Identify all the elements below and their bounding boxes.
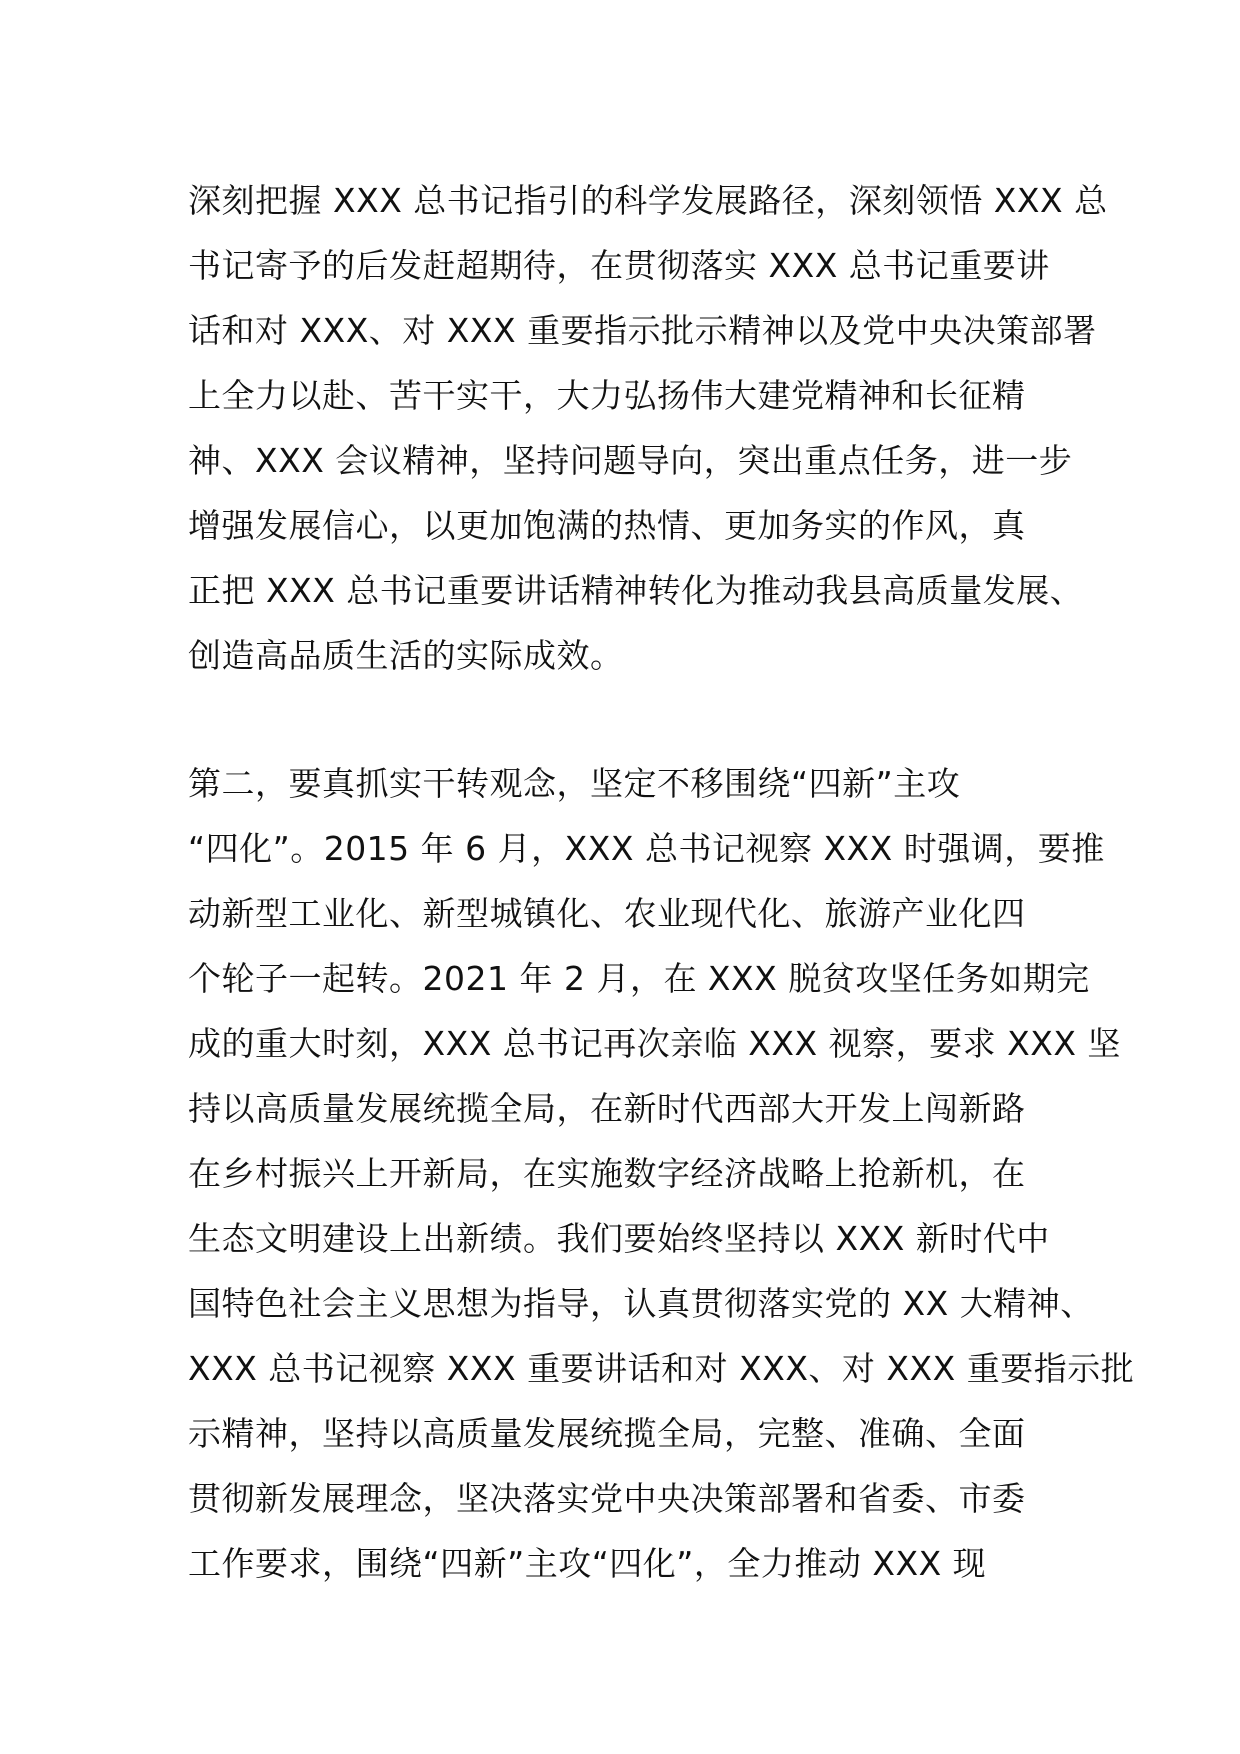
text-line: 持以高质量发展统揽全局，在新时代西部大开发上闯新路 xyxy=(188,1089,1026,1128)
paragraph-2 xyxy=(188,751,1135,1596)
text-line: 示精神，坚持以高质量发展统揽全局，完整、准确、全面 xyxy=(188,1414,1026,1453)
text-line: 正把 XXX 总书记重要讲话精神转化为推动我县高质量发展、 xyxy=(188,571,1084,610)
text-line: “四化”。2015 年 6 月，XXX 总书记视察 XXX 时强调，要推 xyxy=(188,829,1105,868)
paragraph-1 xyxy=(188,168,1108,688)
text-line: 创造高品质生活的实际成效。 xyxy=(188,636,624,675)
text-line: 工作要求，围绕“四新”主攻“四化”，全力推动 XXX 现 xyxy=(188,1544,987,1583)
text-line: 神、XXX 会议精神，坚持问题导向，突出重点任务，进一步 xyxy=(188,441,1073,480)
text-line: 国特色社会主义思想为指导，认真贯彻落实党的 XX 大精神、 xyxy=(188,1284,1094,1323)
text-line: 第二，要真抓实干转观念，坚定不移围绕“四新”主攻 xyxy=(188,764,961,803)
text-line: 话和对 XXX、对 XXX 重要指示批示精神以及党中央决策部署 xyxy=(188,311,1097,350)
text-line: 贯彻新发展理念，坚决落实党中央决策部署和省委、市委 xyxy=(188,1479,1026,1518)
text-line: XXX 总书记视察 XXX 重要讲话和对 XXX、对 XXX 重要指示批 xyxy=(188,1349,1135,1388)
text-line: 生态文明建设上出新绩。我们要始终坚持以 XXX 新时代中 xyxy=(188,1219,1050,1258)
text-line: 上全力以赴、苦干实干，大力弘扬伟大建党精神和长征精 xyxy=(188,376,1026,415)
text-line: 深刻把握 XXX 总书记指引的科学发展路径，深刻领悟 XXX 总 xyxy=(188,181,1108,220)
text-line: 成的重大时刻，XXX 总书记再次亲临 XXX 视察，要求 XXX 坚 xyxy=(188,1024,1121,1063)
text-line: 在乡村振兴上开新局，在实施数字经济战略上抢新机，在 xyxy=(188,1154,1026,1193)
text-line: 书记寄予的后发赶超期待，在贯彻落实 XXX 总书记重要讲 xyxy=(188,246,1050,285)
text-line: 动新型工业化、新型城镇化、农业现代化、旅游产业化四 xyxy=(188,894,1026,933)
text-line: 个轮子一起转。2021 年 2 月，在 XXX 脱贫攻坚任务如期完 xyxy=(188,959,1090,998)
text-line: 增强发展信心，以更加饱满的热情、更加务实的作风，真 xyxy=(188,506,1026,545)
